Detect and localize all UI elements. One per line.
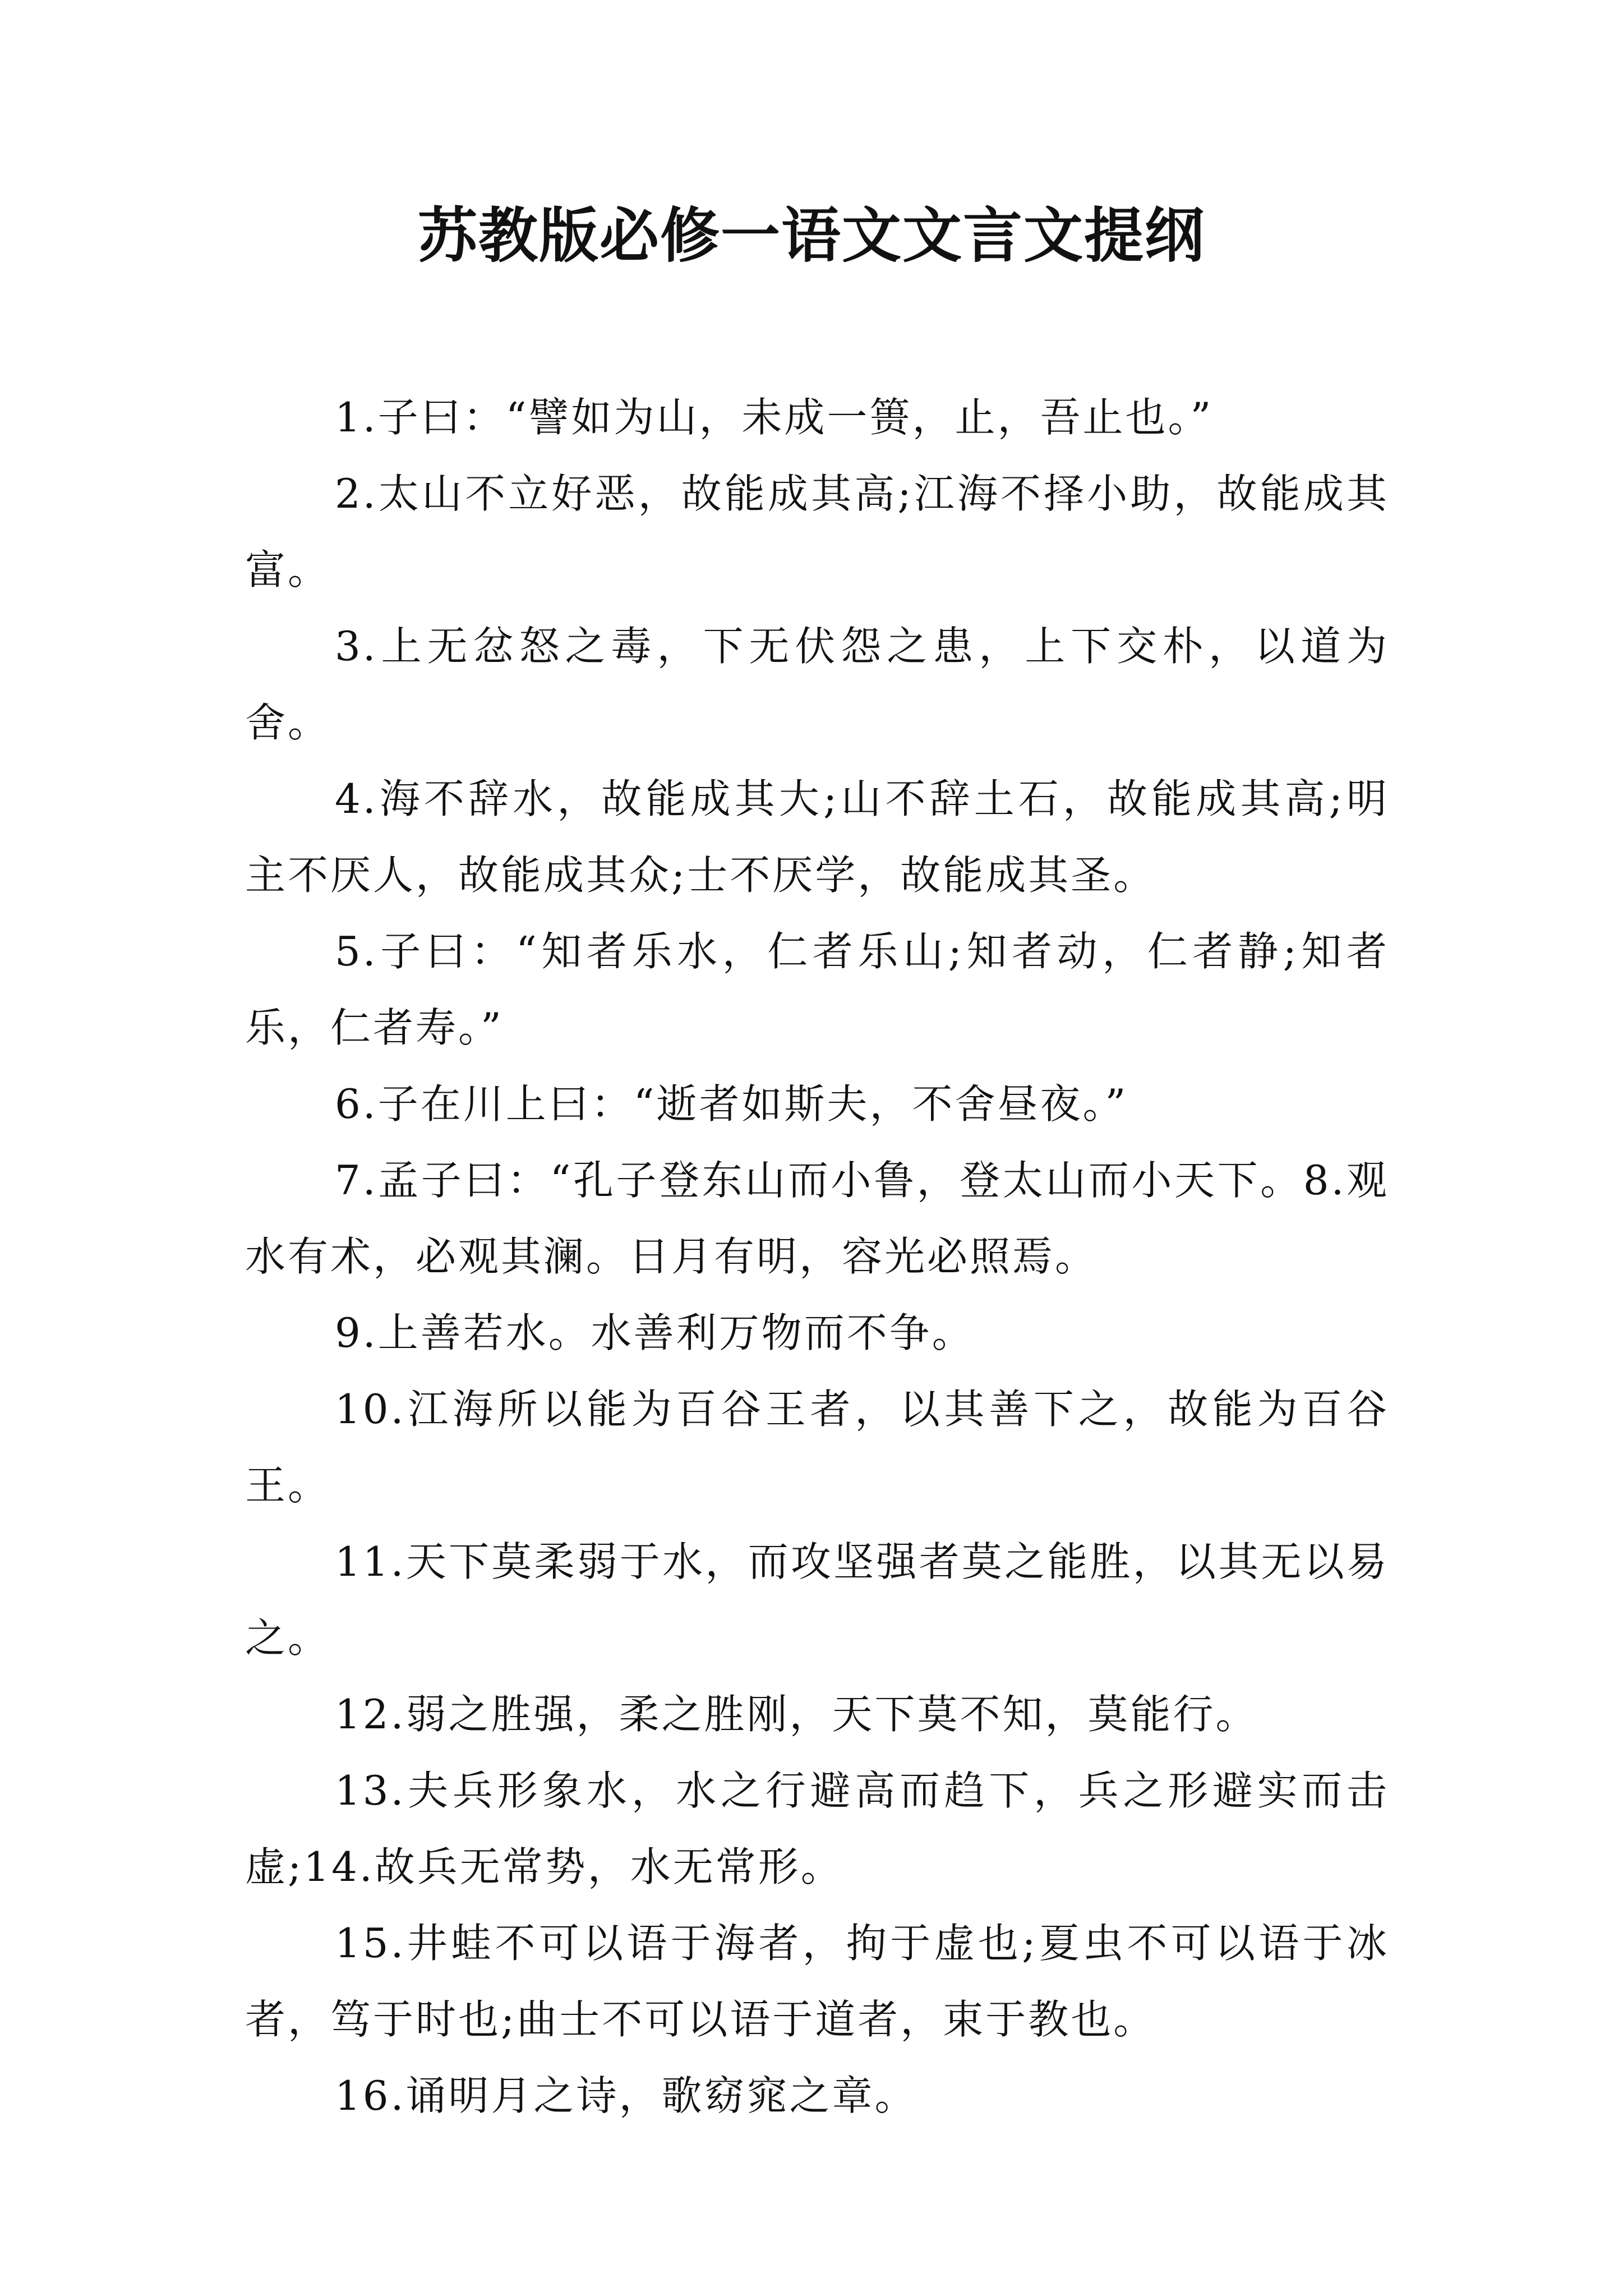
document-body: [245, 379, 1389, 2134]
paragraph-7: 7.孟子曰：“孔子登东山而小鲁，登太山而小天下。8.观水有术，必观其澜。日月有明，容光必照焉。: [245, 1157, 1389, 1280]
paragraph-4: 4.海不辞水，故能成其大;山不辞土石，故能成其高;明主不厌人，故能成其众;士不厌学，故能成其圣。: [245, 775, 1389, 899]
paragraph-5: 5.子曰：“知者乐水，仁者乐山;知者动，仁者静;知者乐，仁者寿。”: [245, 928, 1389, 1051]
paragraph-10: 10.江海所以能为百谷王者，以其善下之，故能为百谷王。: [245, 1386, 1389, 1509]
paragraph-13: 13.夫兵形象水，水之行避高而趋下，兵之形避实而击虚;14.故兵无常势，水无常形。: [245, 1767, 1389, 1890]
paragraph-6: 6.子在川上曰：“逝者如斯夫，不舍昼夜。”: [335, 1080, 1128, 1128]
paragraph-1: 1.子曰：“譬如为山，未成一篑，止，吾止也。”: [335, 394, 1214, 441]
paragraph-11: 11.天下莫柔弱于水，而攻坚强者莫之能胜，以其无以易之。: [245, 1538, 1389, 1662]
document-title: 苏教版必修一语文文言文提纲: [418, 200, 1205, 270]
paragraph-12: 12.弱之胜强，柔之胜刚，天下莫不知，莫能行。: [335, 1691, 1258, 1738]
paragraph-15: 15.井蛙不可以语于海者，拘于虚也;夏虫不可以语于冰者，笃于时也;曲士不可以语于道者，束于教也。: [245, 1920, 1389, 2043]
paragraph-2: 2.太山不立好恶，故能成其高;江海不择小助，故能成其富。: [245, 470, 1389, 593]
paragraph-9: 9.上善若水。水善利万物而不争。: [335, 1309, 975, 1356]
paragraph-3: 3.上无忿怒之毒，下无伏怨之患，上下交朴，以道为舍。: [245, 623, 1389, 746]
paragraph-16: 16.诵明月之诗，歌窈窕之章。: [335, 2072, 917, 2119]
